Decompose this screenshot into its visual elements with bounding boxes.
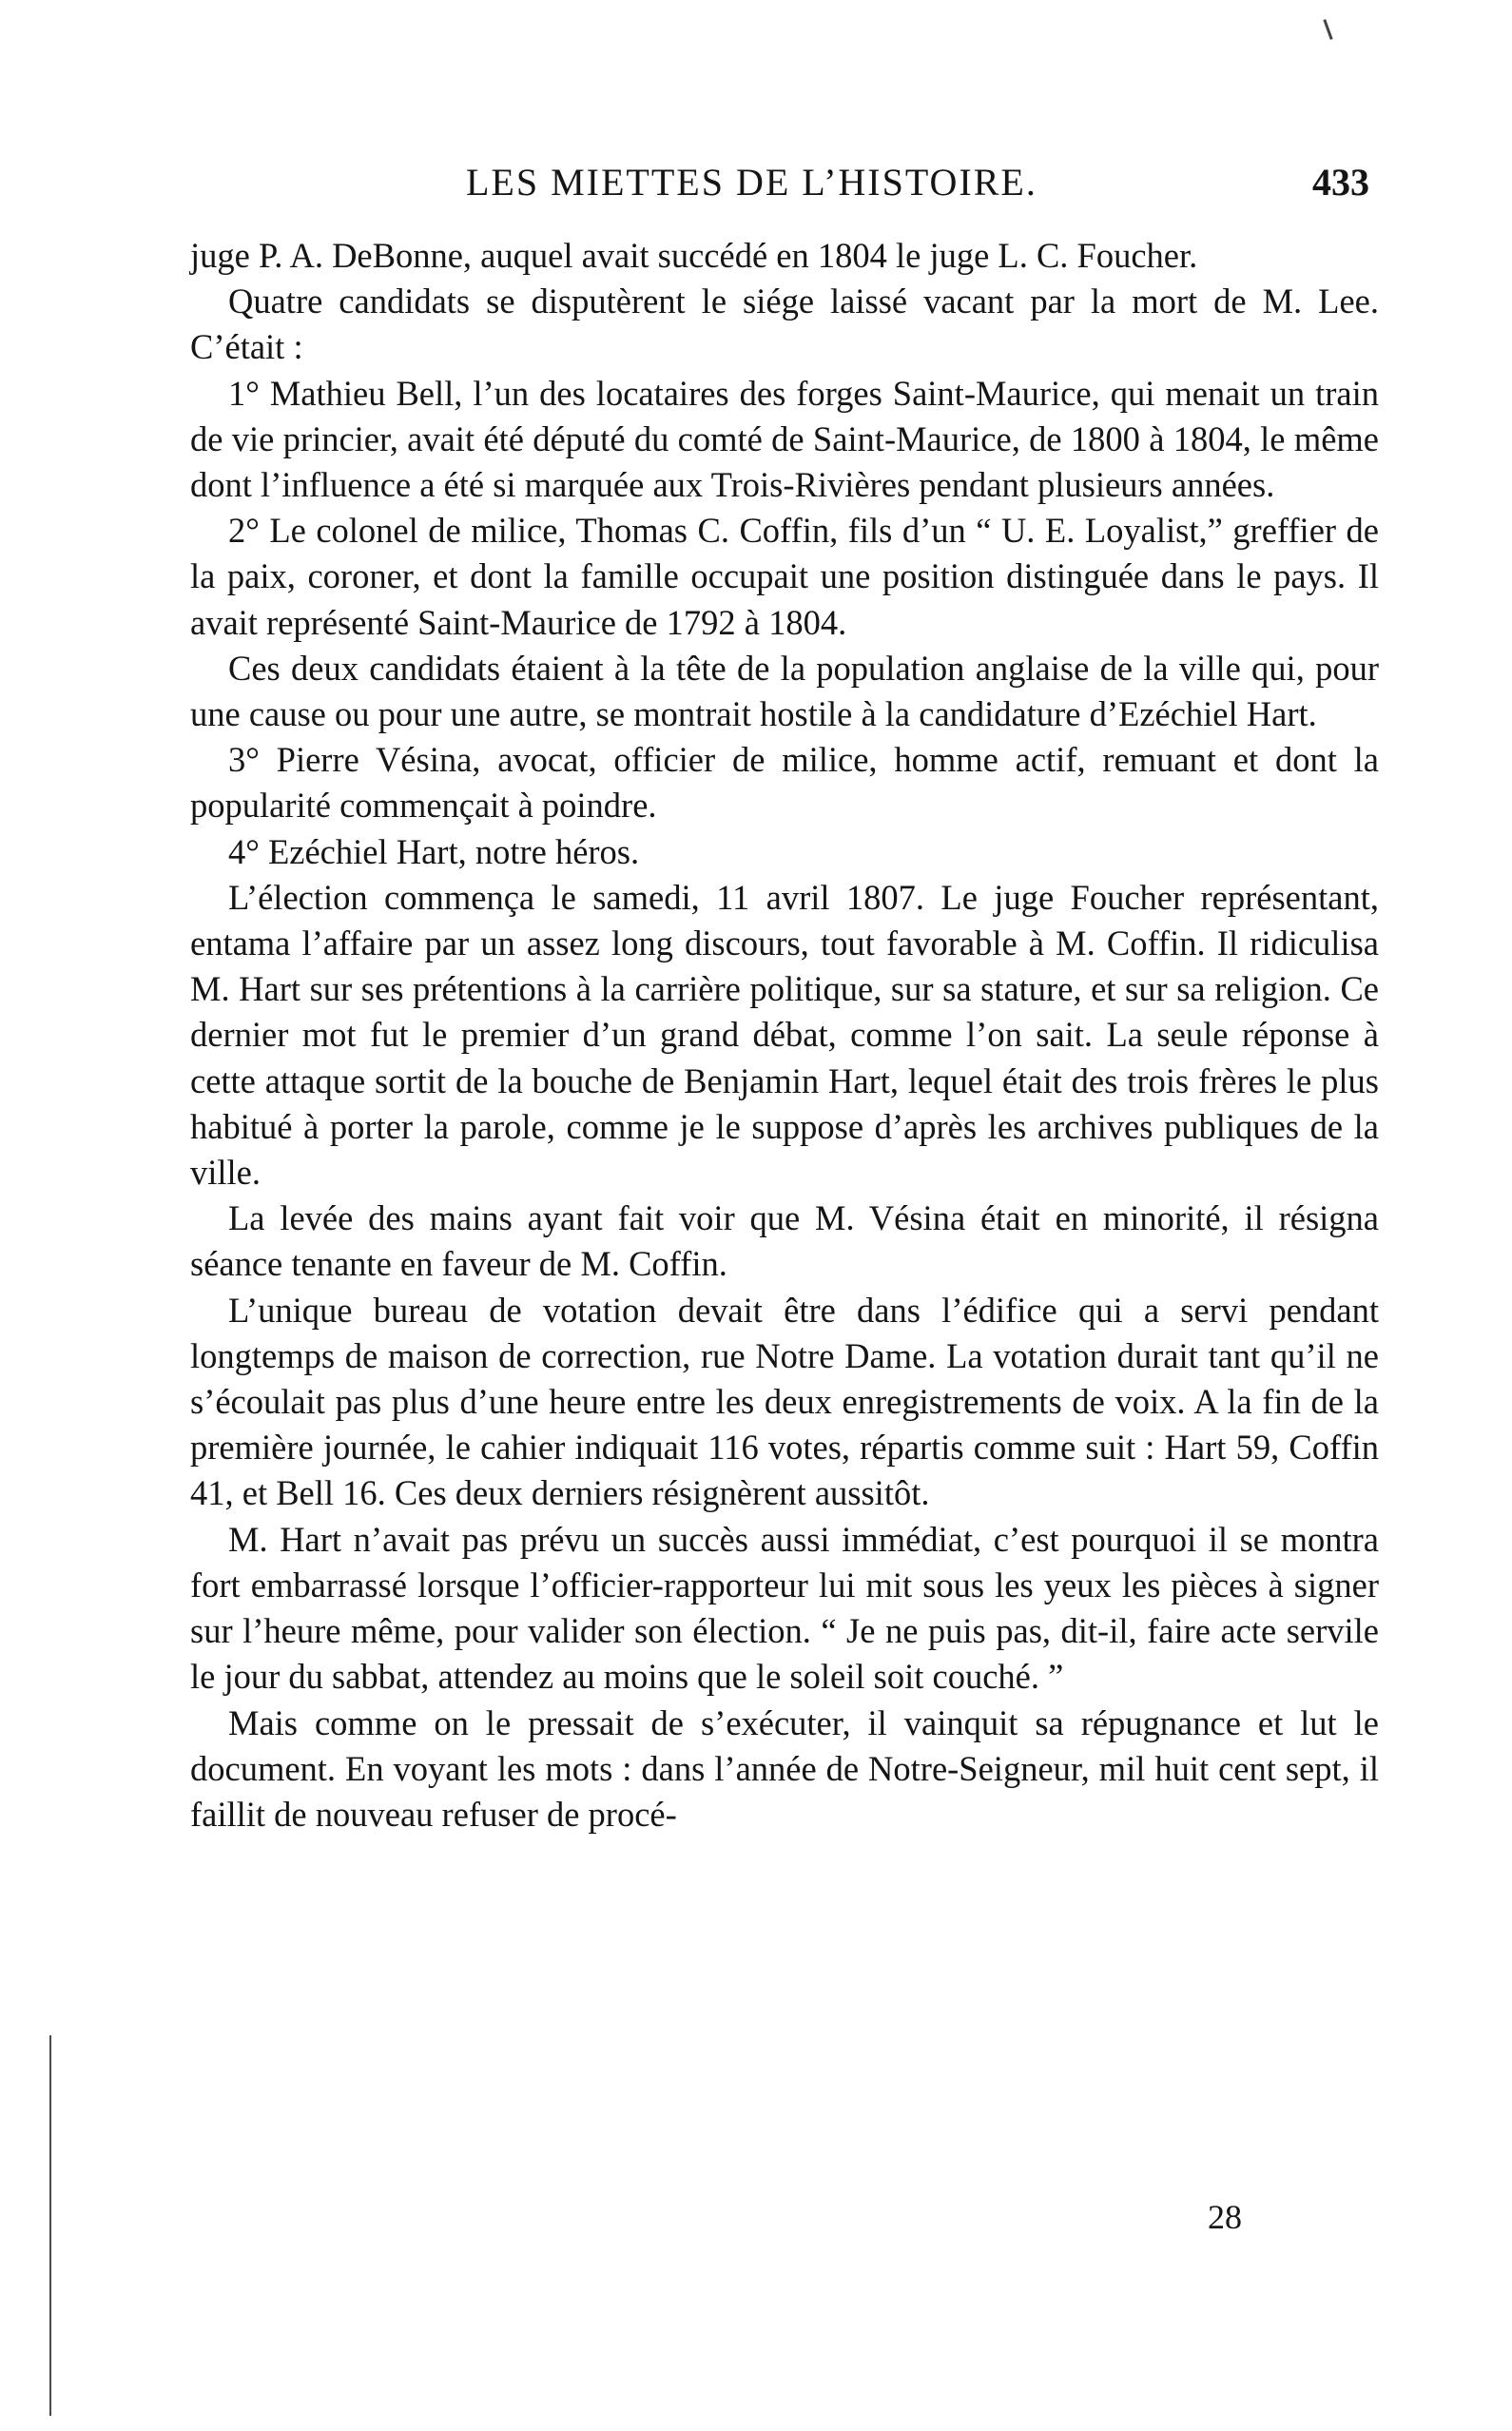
paragraph: Quatre candidats se disputèrent le siége laissé vacant par la mort de M. Lee. C’était :: [190, 282, 1379, 367]
page-number: 433: [1312, 161, 1369, 204]
paragraph: 1° Mathieu Bell, l’un des locataires des forges Saint-Maurice, qui menait un train de vie princier, avait été député du comté de Saint-Maurice, de 1800 à 1804, le même dont l’influence a été si marquée aux Trois-Rivières pendant plusieurs années.: [190, 373, 1379, 505]
paragraph: 3° Pierre Vésina, avocat, officier de milice, homme actif, remuant et dont la popularité commençait à poindre.: [190, 740, 1379, 826]
paragraph: M. Hart n’avait pas prévu un succès aussi immédiat, c’est pourquoi il se montra fort embarrassé lorsque l’officier-rapporteur lui mit sous les yeux les pièces à signer sur l’heure même, pour valider son élection. “ Je ne puis pas, dit-il, faire acte servile le jour du sabbat, attendez au moins que le soleil soit couché. ”: [190, 1519, 1379, 1697]
paragraph: L’élection commença le samedi, 11 avril 1807. Le juge Foucher représentant, entama l’affaire par un assez long discours, tout favorable à M. Coffin. Il ridiculisa M. Hart sur ses prétentions à la carrière politique, sur sa stature, et sur sa religion. Ce dernier mot fut le premier d’un grand débat, comme l’on sait. La seule réponse à cette attaque sortit de la bouche de Benjamin Hart, lequel était des trois frères le plus habitué à porter la parole, comme je le suppose d’après les archives publiques de la ville.: [190, 877, 1379, 1193]
paragraph: La levée des mains ayant fait voir que M. Vésina était en minorité, il résigna séance tenante en faveur de M. Coffin.: [190, 1198, 1379, 1284]
paragraph: Mais comme on le pressait de s’exécuter, il vainquit sa répugnance et lut le document. En voyant les mots : dans l’année de Notre-Seigneur, mil huit cent sept, il faillit de nouveau refuser de procé-: [190, 1702, 1379, 1834]
paragraph: juge P. A. DeBonne, auquel avait succédé en 1804 le juge L. C. Foucher.: [190, 236, 1198, 275]
scan-mark: [1323, 19, 1332, 40]
page-header: [190, 160, 1379, 217]
paragraph: 4° Ezéchiel Hart, notre héros.: [228, 831, 640, 871]
running-title: LES MIETTES DE L’HISTOIRE.: [466, 161, 1037, 204]
body-text: [190, 233, 1379, 1838]
signature-mark: 28: [1208, 2198, 1242, 2236]
paragraph: 2° Le colonel de milice, Thomas C. Coffin, fils d’un “ U. E. Loyalist,” greffier de la paix, coroner, et dont la famille occupait une position distinguée dans le pays. Il avait représenté Saint-Maurice de 1792 à 1804.: [190, 511, 1379, 642]
paragraph: L’unique bureau de votation devait être dans l’édifice qui a servi pendant longtemps de maison de correction, rue Notre Dame. La votation durait tant qu’il ne s’écoulait pas plus d’une heure entre les deux enregistrements de voix. A la fin de la première journée, le cahier indiquait 116 votes, répartis comme suit : Hart 59, Coffin 41, et Bell 16. Ces deux derniers résignèrent aussitôt.: [190, 1290, 1379, 1513]
paragraph: Ces deux candidats étaient à la tête de la population anglaise de la ville qui, pour une cause ou pour une autre, se montrait hostile à la candidature d’Ezéchiel Hart.: [190, 648, 1379, 734]
margin-rule: [49, 2035, 51, 2416]
